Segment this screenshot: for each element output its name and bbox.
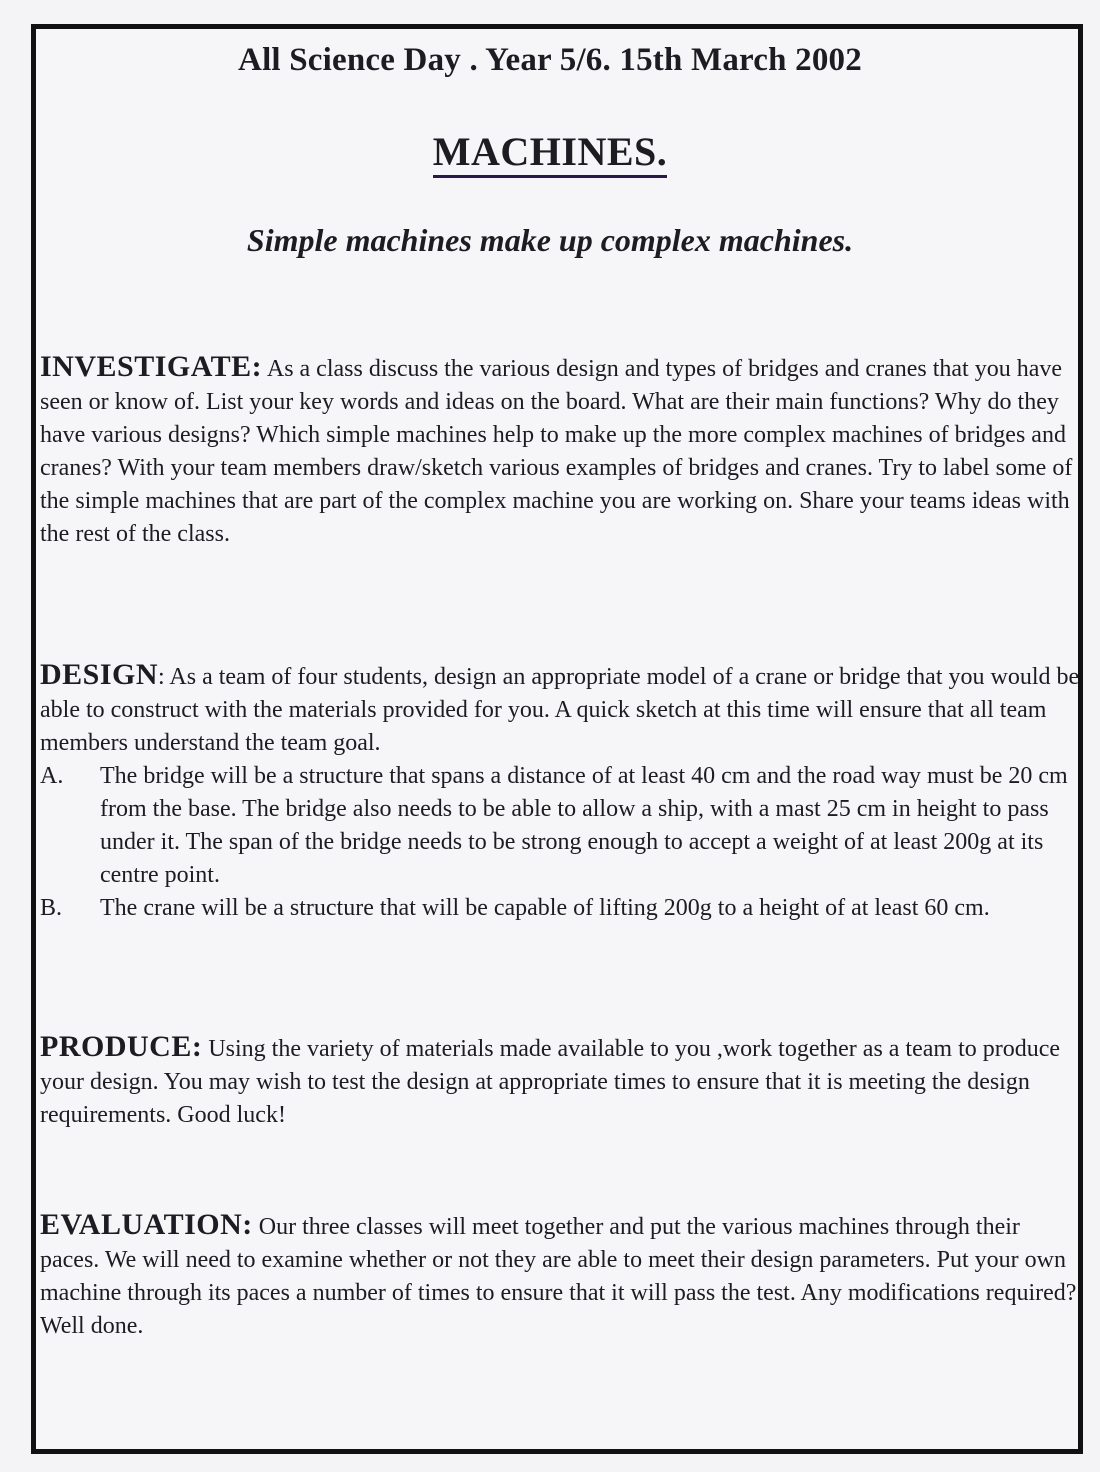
evaluation-label: EVALUATION: bbox=[40, 1208, 253, 1241]
design-text: As a team of four students, design an appropriate model of a crane or bridge that you would be able to construct with the materials provided for you. A quick sketch at this time will ensure that all team members understand the team goal. bbox=[40, 664, 1080, 756]
design-label-colon: : bbox=[158, 664, 165, 690]
subtitle: Simple machines make up complex machines. bbox=[246, 222, 854, 258]
list-item-text: The bridge will be a structure that spans a distance of at least 40 cm and the road way must be 20 cm from the base. The bridge also needs to be able to allow a ship, with a mast 25 cm in height to pass under it. The span of the bridge needs to be strong enough to accept a weight of at least 200g at its centre point. bbox=[100, 763, 1068, 888]
list-item-text: The crane will be a structure that will be capable of lifting 200g to a height of at least 60 cm. bbox=[100, 895, 990, 921]
produce-label: PRODUCE: bbox=[40, 1030, 203, 1063]
list-item bbox=[40, 760, 1080, 892]
evaluation-section bbox=[40, 1208, 1080, 1343]
list-item bbox=[40, 892, 1080, 925]
evaluation-text: Our three classes will meet together and put the various machines through their paces. We will need to examine whether or not they are able to meet their design parameters. Put your own machine through its paces a number of times to ensure that it will pass the test. Any modifications required? Well done. bbox=[40, 1214, 1077, 1339]
page-title-text: MACHINES. bbox=[433, 129, 668, 178]
investigate-text: As a class discuss the various design and types of bridges and cranes that you have seen or know of. List your key words and ideas on the board. What are their main functions? Why do they have various designs? Which simple machines help to make up the more complex machines of bridges and cranes? With your team members draw/sketch various examples of bridges and cranes. Try to label some of the simple machines that are part of the complex machine you are working on. Share your teams ideas with the rest of the class. bbox=[40, 356, 1073, 547]
list-item-letter: B. bbox=[40, 895, 63, 921]
page-title bbox=[0, 128, 1100, 175]
produce-section bbox=[40, 1030, 1080, 1132]
design-paragraph bbox=[40, 658, 1080, 760]
investigate-section bbox=[40, 350, 1080, 551]
investigate-label: INVESTIGATE: bbox=[40, 350, 263, 383]
design-label: DESIGN bbox=[40, 658, 159, 691]
list-item-letter: A. bbox=[40, 763, 64, 789]
design-requirements-list bbox=[40, 760, 1080, 925]
produce-text: Using the variety of materials made available to you ,work together as a team to produce your design. You may wish to test the design at appropriate times to ensure that it is meeting the design requirements. Good luck! bbox=[40, 1036, 1061, 1128]
event-header: All Science Day . Year 5/6. 15th March 2002 bbox=[238, 42, 862, 78]
design-section bbox=[40, 658, 1080, 925]
